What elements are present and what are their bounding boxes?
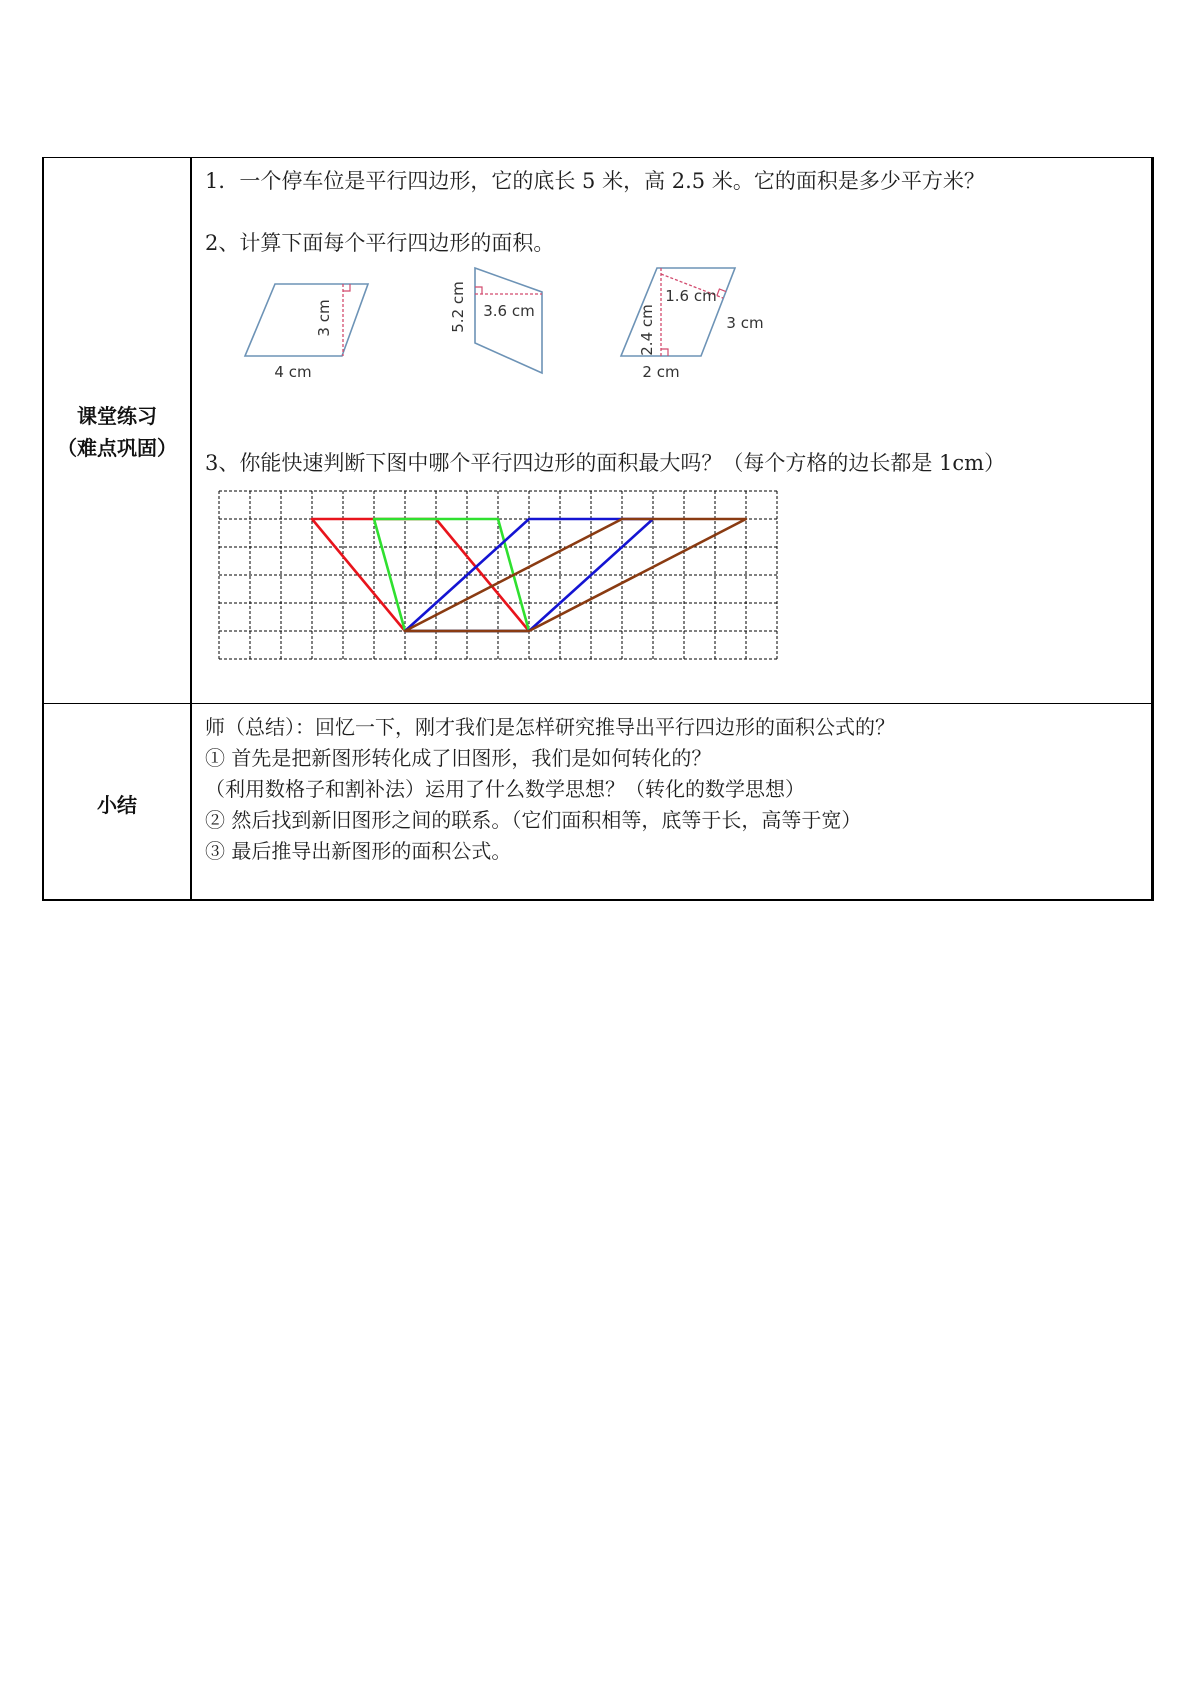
figure-2-side-label: 5.2 cm [449, 281, 467, 333]
table-border-bottom [42, 899, 1154, 901]
summary-line: （利用数格子和割补法）运用了什么数学思想？（转化的数学思想） [205, 777, 805, 801]
figure-3-base-label: 2 cm [642, 363, 680, 381]
summary-content [205, 712, 895, 867]
figure-3 [621, 268, 764, 381]
table-column-divider [190, 157, 192, 901]
figure-1-height-label: 3 cm [315, 299, 333, 337]
figure-2-right-angle-mark [475, 287, 482, 294]
table-border-top [42, 157, 1154, 158]
grid-lines [219, 491, 777, 659]
table-border-right [1151, 157, 1154, 901]
question-2: 2、计算下面每个平行四边形的面积。 [205, 231, 555, 255]
figure-3-height-to-side-label: 1.6 cm [665, 287, 717, 305]
figure-1 [245, 284, 368, 381]
summary-line: ③ 最后推导出新图形的面积公式。 [205, 839, 512, 863]
question-1: 1．一个停车位是平行四边形，它的底长 5 米，高 2.5 米。它的面积是多少平方米？ [205, 169, 985, 193]
summary-line: ② 然后找到新旧图形之间的联系。（它们面积相等，底等于长，高等于宽） [205, 808, 862, 832]
figure-1-base-label: 4 cm [274, 363, 312, 381]
parallelogram-figures [230, 255, 770, 390]
summary-line: 师（总结）：回忆一下，刚才我们是怎样研究推导出平行四边形的面积公式的？ [205, 715, 895, 739]
practice-label-title: 课堂练习 [77, 404, 157, 428]
figure-3-base-right-angle-mark [661, 349, 668, 356]
question-3: 3、你能快速判断下图中哪个平行四边形的面积最大吗？（每个方格的边长都是 1cm） [205, 451, 1006, 475]
figure-1-right-angle-mark [343, 284, 350, 291]
practice-row-label [44, 400, 190, 464]
figure-3-side-label: 3 cm [726, 314, 764, 332]
summary-line: ① 首先是把新图形转化成了旧图形，我们是如何转化的？ [205, 746, 712, 770]
figure-1-shape [245, 284, 368, 356]
figure-3-height-to-base-label: 2.4 cm [638, 304, 656, 356]
figure-2 [449, 268, 542, 373]
practice-label-subtitle: （难点巩固） [57, 436, 177, 460]
figure-2-height-label: 3.6 cm [483, 302, 535, 320]
grid-diagram [215, 487, 781, 663]
summary-row-label: 小结 [97, 793, 137, 817]
table-row-divider [42, 703, 1154, 704]
figure-2-shape [475, 268, 542, 373]
